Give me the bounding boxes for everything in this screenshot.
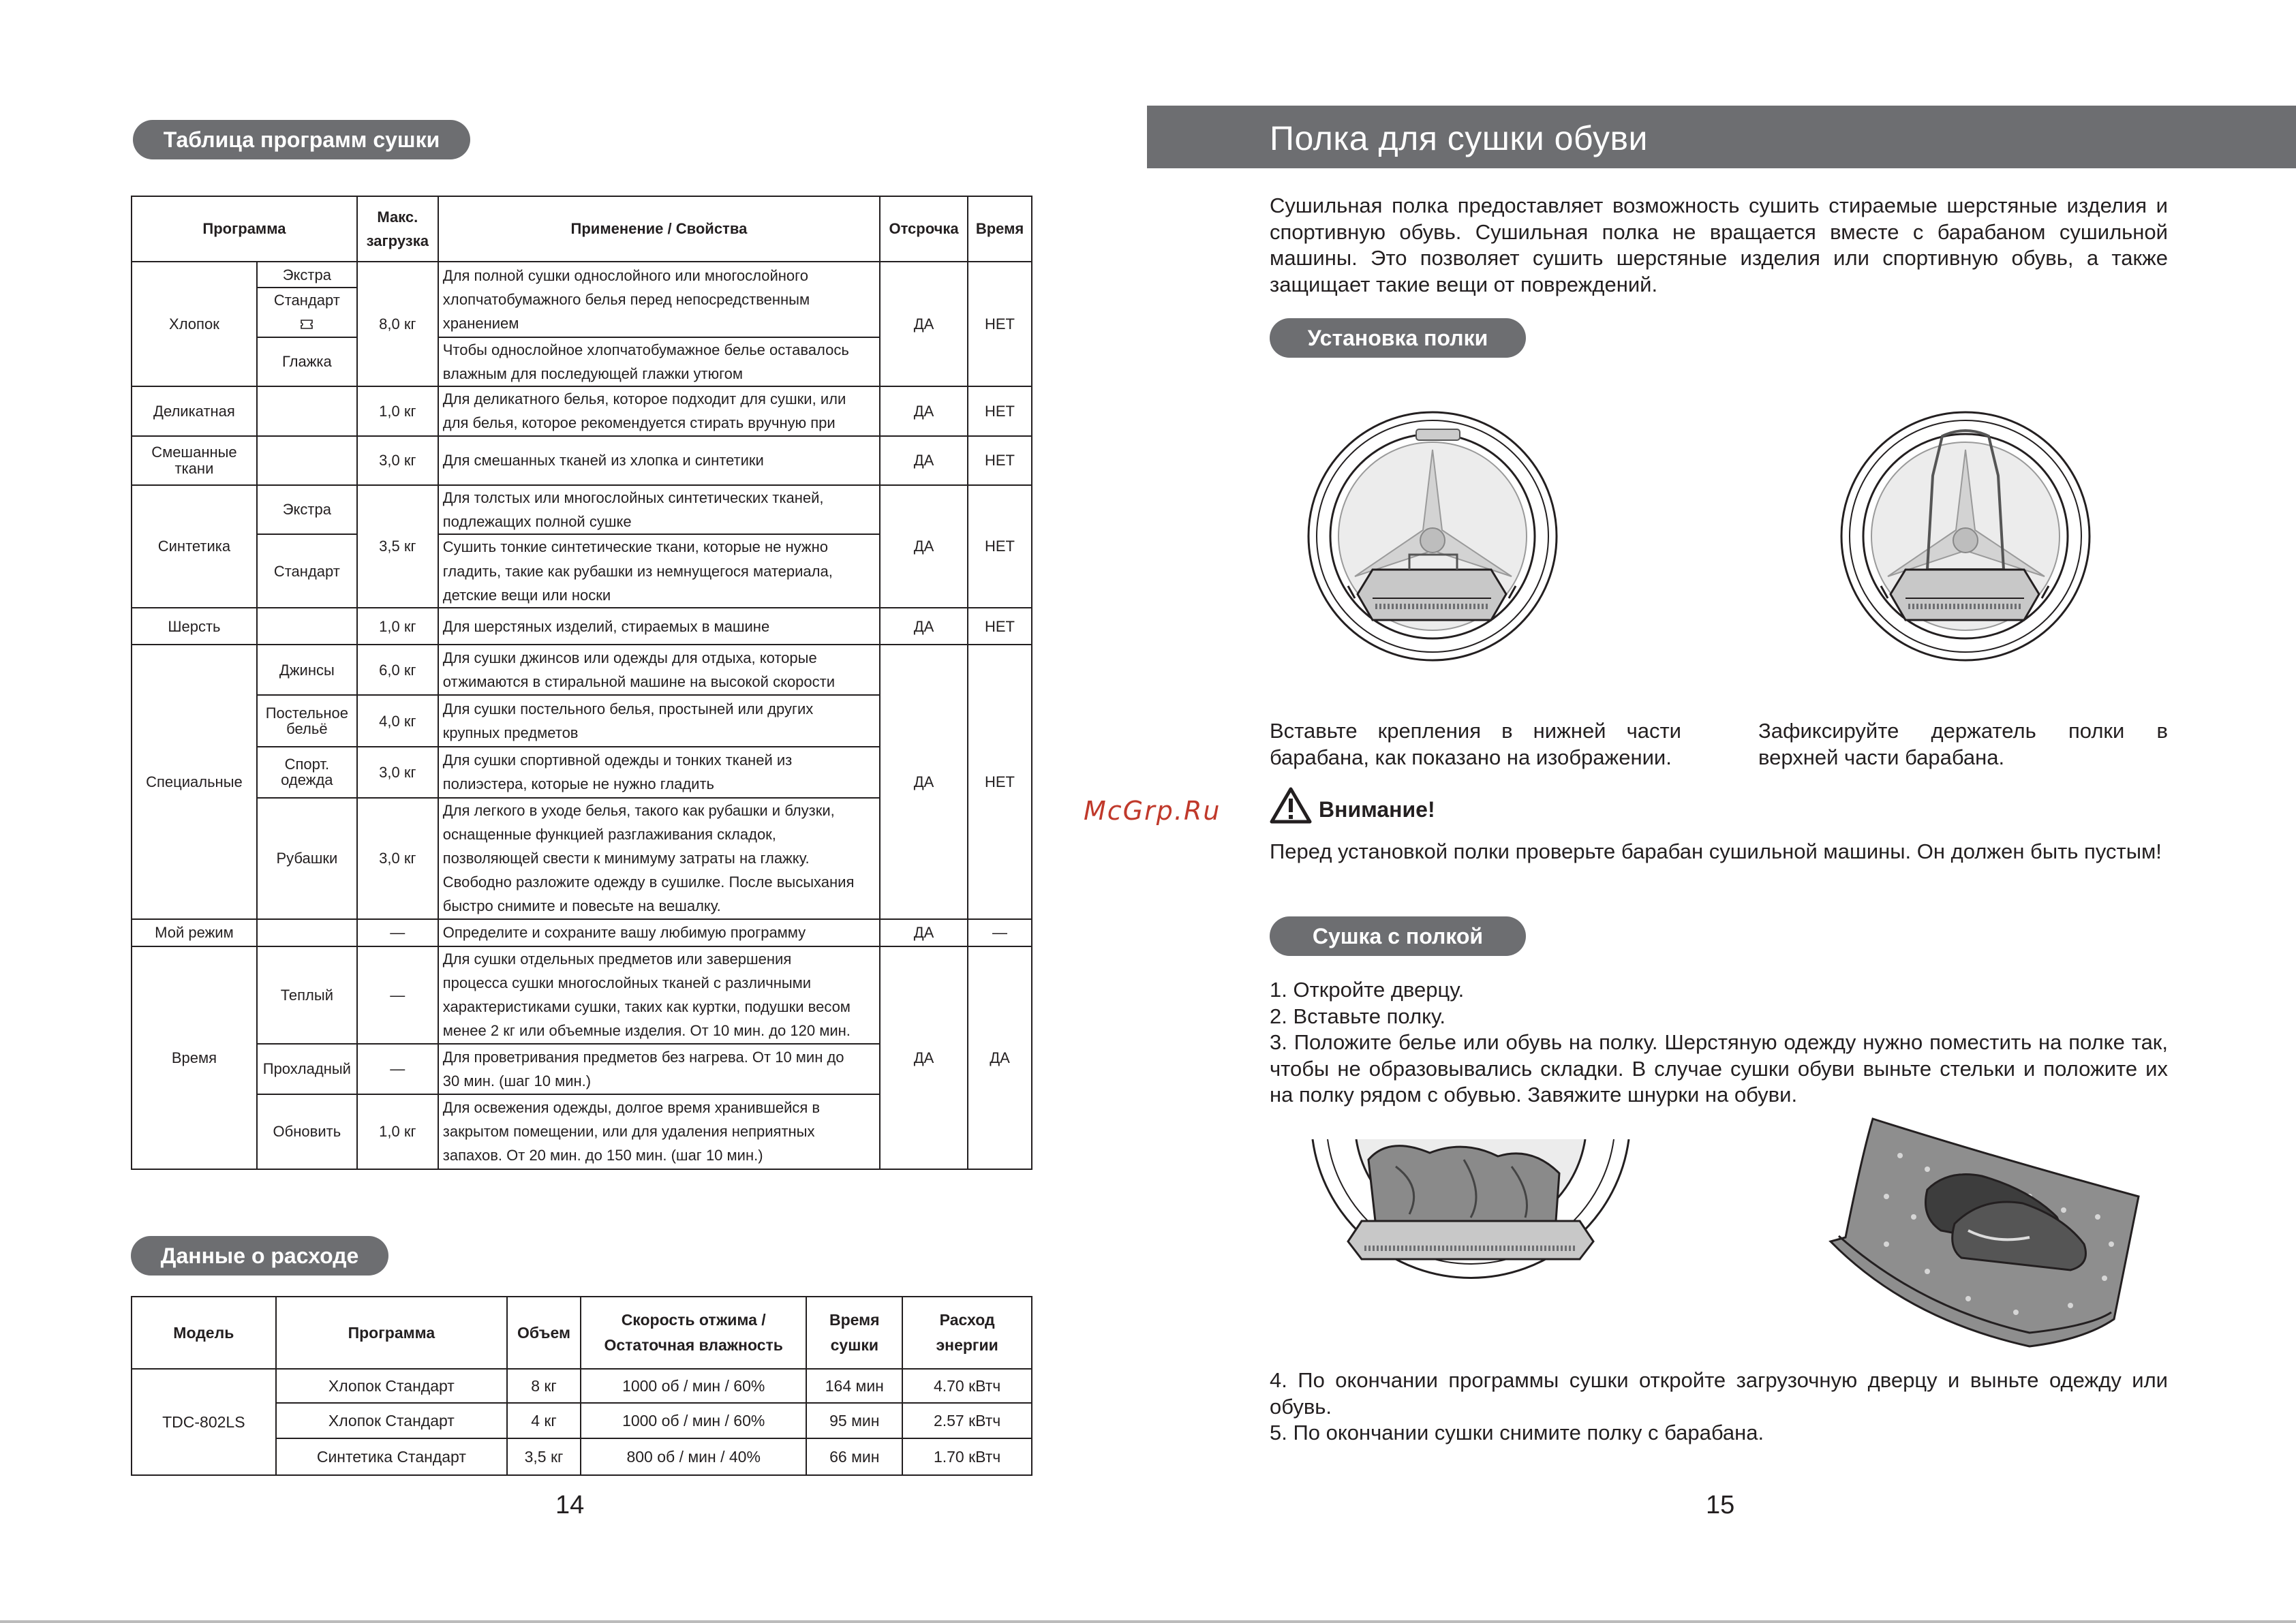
cell-time: 95 мин	[806, 1403, 902, 1438]
desc-jeans: Для сушки джинсов или одежды для отдыха, которые отжимаются в стиральной машине на высокой скорости	[438, 645, 880, 695]
time-delicate: НЕТ	[968, 386, 1032, 435]
sub-synthetic-extra: Экстра	[257, 485, 357, 534]
load-mixed: 3,0 кг	[357, 436, 438, 485]
program-delicate: Деликатная	[132, 386, 257, 435]
load-synthetic: 3,5 кг	[357, 485, 438, 608]
clothes-on-shelf-illustration	[1307, 1139, 1634, 1350]
table-row	[132, 485, 1032, 534]
table-row	[132, 1369, 1032, 1403]
table-row	[132, 645, 1032, 695]
delay-time: ДА	[880, 946, 968, 1169]
table-row	[132, 262, 1032, 288]
table-header-row	[132, 196, 1032, 262]
desc-shirts: Для легкого в уходе белья, такого как рубашки и блузки, оснащенные функцией разглаживания складок, позволяющей свести к минимуму затраты на глажку. Свободно разложите одежду в сушилке. После высыхания быстро снимите и повесьте на вешалку.	[438, 798, 880, 919]
load-sport: 3,0 кг	[357, 747, 438, 797]
table-row	[132, 608, 1032, 645]
desc-synthetic-extra: Для толстых или многослойных синтетических тканей, подлежащих полной сушке	[438, 485, 880, 534]
table-row	[132, 946, 1032, 1044]
time-my: —	[968, 919, 1032, 946]
header-model: Модель	[132, 1297, 276, 1369]
delay-synthetic: ДА	[880, 485, 968, 608]
cell-spin: 1000 об / мин / 60%	[581, 1369, 806, 1403]
section-title-drying: Сушка с полкой	[1270, 916, 1526, 956]
desc-sport: Для сушки спортивной одежды и тонких тканей из полиэстера, которые не нужно гладить	[438, 747, 880, 797]
load-refresh: 1,0 кг	[357, 1094, 438, 1169]
sub-time-cool: Прохладный	[257, 1044, 357, 1094]
page-number-right: 15	[1706, 1491, 1735, 1519]
desc-cotton-extra: Для полной сушки однослойного или многослойного хлопчатобумажного белья перед непосредственным хранением	[438, 262, 880, 337]
table-header-row	[132, 1297, 1032, 1369]
desc-warm: Для сушки отдельных предметов или завершения процесса сушки многослойных тканей с различными характеристиками сушки, таких как куртки, подушки весом менее 2 кг или объемные изделия. От 10 мин. до 120 мин.	[438, 946, 880, 1044]
table-row	[132, 436, 1032, 485]
header-max-load: Макс. загрузка	[357, 196, 438, 262]
delay-cotton: ДА	[880, 262, 968, 386]
time-wool: НЕТ	[968, 608, 1032, 645]
desc-cool: Для проветривания предметов без нагрева. От 10 мин до 30 мин. (шаг 10 мин.)	[438, 1044, 880, 1094]
header-spin: Скорость отжима / Остаточная влажность	[581, 1297, 806, 1369]
header-delay: Отсрочка	[880, 196, 968, 262]
delay-delicate: ДА	[880, 386, 968, 435]
cell-spin: 1000 об / мин / 60%	[581, 1403, 806, 1438]
desc-mixed: Для смешанных тканей из хлопка и синтетики	[438, 436, 880, 485]
step-item: 1. Откройте дверцу.	[1270, 978, 1465, 1002]
desc-delicate: Для деликатного белья, которое подходит для сушки, или для белья, которое рекомендуется стирать вручную при	[438, 386, 880, 435]
table-row	[132, 386, 1032, 435]
intro-text: Сушильная полка предоставляет возможность сушить стираемые шерстяные изделия и спортивную обувь. Сушильная полка не вращается вместе с барабаном сушильной машины. Это позволяет сушить шерстяные изделия или спортивную обувь, а также защищает такие вещи от повреждений.	[1270, 194, 2168, 296]
cell-volume: 8 кг	[507, 1369, 581, 1403]
cell-energy: 4.70 кВтч	[902, 1369, 1032, 1403]
cell-energy: 1.70 кВтч	[902, 1438, 1032, 1475]
ticket-icon	[299, 320, 314, 329]
cell-program: Хлопок Стандарт	[276, 1369, 507, 1403]
delay-special: ДА	[880, 645, 968, 918]
sub-synthetic-standard: Стандарт	[257, 534, 357, 608]
load-warm: —	[357, 946, 438, 1044]
table-row	[132, 919, 1032, 946]
load-delicate: 1,0 кг	[357, 386, 438, 435]
page-number-left: 14	[555, 1491, 585, 1519]
program-table	[131, 196, 1032, 1170]
desc-synthetic-standard: Сушить тонкие синтетические ткани, которые не нужно гладить, такие как рубашки из немнущегося материала, детские вещи или носки	[438, 534, 880, 608]
step-item: 3. Положите белье или обувь на полку. Шерстяную одежду нужно поместить на полке так, чтобы не образовывались складки. В случае сушки обуви выньте стельки и положите их на полку рядом с обувью. Завяжите шнурки на обуви.	[1270, 1030, 2168, 1107]
load-jeans: 6,0 кг	[357, 645, 438, 695]
consumption-table	[131, 1296, 1032, 1476]
header-energy: Расход энергии	[902, 1297, 1032, 1369]
drum-shelf-illustration-1	[1307, 394, 1558, 679]
caption-install-right: Зафиксируйте держатель полки в верхней части барабана.	[1758, 719, 2168, 769]
step-item: 4. По окончании программы сушки откройте загрузочную дверцу и выньте одежду или обувь.	[1270, 1368, 2168, 1419]
cell-time: 66 мин	[806, 1438, 902, 1475]
program-mixed: Смешанные ткани	[132, 436, 257, 485]
header-drying-time: Время сушки	[806, 1297, 902, 1369]
header-program: Программа	[132, 196, 357, 262]
shoes-on-shelf-illustration	[1825, 1115, 2148, 1352]
delay-mixed: ДА	[880, 436, 968, 485]
program-time: Время	[132, 946, 257, 1169]
load-shirts: 3,0 кг	[357, 798, 438, 919]
caption-install-left: Вставьте крепления в нижней части барабана, как показано на изображении.	[1270, 719, 1681, 769]
load-my: —	[357, 919, 438, 946]
section-title-consumption: Данные о расходе	[131, 1236, 388, 1276]
desc-refresh: Для освежения одежды, долгое время хранившейся в закрытом помещении, или для удаления неприятных запахов. От 20 мин. до 150 мин. (шаг 10 мин.)	[438, 1094, 880, 1169]
desc-wool: Для шерстяных изделий, стираемых в машине	[438, 608, 880, 645]
steps-list	[1270, 977, 2168, 1109]
step-item: 5. По окончании сушки снимите полку с барабана.	[1270, 1421, 1764, 1444]
warning-title: Внимание!	[1319, 797, 1435, 822]
header-time: Время	[968, 196, 1032, 262]
sub-special-bedding: Постельное бельё	[257, 695, 357, 747]
warning-text: Перед установкой полки проверьте барабан сушильной машины. Он должен быть пустым!	[1270, 839, 2162, 863]
bottom-rule	[0, 1620, 2296, 1623]
header-program: Программа	[276, 1297, 507, 1369]
delay-wool: ДА	[880, 608, 968, 645]
time-synthetic: НЕТ	[968, 485, 1032, 608]
page-title: Полка для сушки обуви	[1270, 119, 1648, 157]
sub-time-refresh: Обновить	[257, 1094, 357, 1169]
sub-special-jeans: Джинсы	[257, 645, 357, 695]
load-wool: 1,0 кг	[357, 608, 438, 645]
cell-volume: 4 кг	[507, 1403, 581, 1438]
load-cotton: 8,0 кг	[357, 262, 438, 386]
sub-cotton-standard: Стандарт	[257, 288, 357, 337]
header-usage: Применение / Свойства	[438, 196, 880, 262]
sub-special-shirts: Рубашки	[257, 798, 357, 919]
delay-my: ДА	[880, 919, 968, 946]
cell-energy: 2.57 кВтч	[902, 1403, 1032, 1438]
cell-time: 164 мин	[806, 1369, 902, 1403]
steps-list-after	[1270, 1367, 2168, 1447]
time-time: ДА	[968, 946, 1032, 1169]
time-special: НЕТ	[968, 645, 1032, 918]
sub-cotton-extra: Экстра	[257, 262, 357, 288]
cell-volume: 3,5 кг	[507, 1438, 581, 1475]
page-header	[1147, 106, 2296, 168]
load-bedding: 4,0 кг	[357, 695, 438, 747]
load-cool: —	[357, 1044, 438, 1094]
desc-bedding: Для сушки постельного белья, простыней или других крупных предметов	[438, 695, 880, 747]
program-synthetic: Синтетика	[132, 485, 257, 608]
drum-shelf-illustration-2	[1840, 394, 2091, 679]
watermark: McGrp.Ru	[1084, 796, 1221, 826]
cell-spin: 800 об / мин / 40%	[581, 1438, 806, 1475]
cell-program: Хлопок Стандарт	[276, 1403, 507, 1438]
cell-program: Синтетика Стандарт	[276, 1438, 507, 1475]
step-item: 2. Вставьте полку.	[1270, 1004, 1445, 1028]
desc-cotton-iron: Чтобы однослойное хлопчатобумажное белье оставалось влажным для последующей глажки утюгом	[438, 337, 880, 386]
sub-cotton-iron: Глажка	[257, 337, 357, 386]
time-mixed: НЕТ	[968, 436, 1032, 485]
header-volume: Объем	[507, 1297, 581, 1369]
program-cotton: Хлопок	[132, 262, 257, 386]
program-special: Специальные	[132, 645, 257, 918]
model-cell: TDC-802LS	[132, 1369, 276, 1475]
section-title-programs: Таблица программ сушки	[133, 120, 470, 159]
program-wool: Шерсть	[132, 608, 257, 645]
program-my: Мой режим	[132, 919, 257, 946]
warning-triangle-icon	[1270, 787, 1312, 824]
section-title-install: Установка полки	[1270, 318, 1526, 358]
sub-time-warm: Теплый	[257, 946, 357, 1044]
sub-special-sport: Спорт. одежда	[257, 747, 357, 797]
time-cotton: НЕТ	[968, 262, 1032, 386]
desc-my: Определите и сохраните вашу любимую программу	[438, 919, 880, 946]
